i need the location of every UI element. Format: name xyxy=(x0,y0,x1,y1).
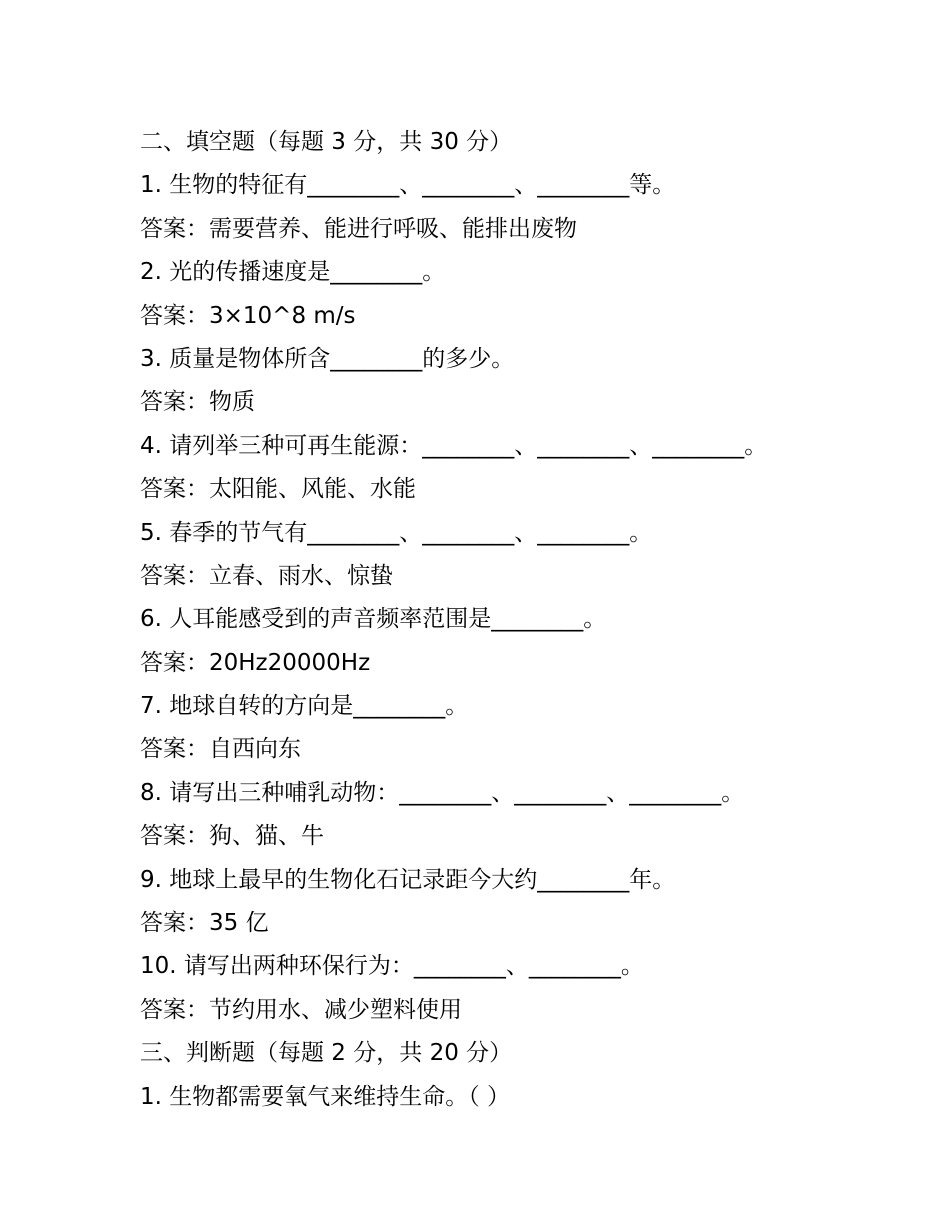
answer-10: 答案：节约用水、减少塑料使用 xyxy=(140,996,462,1023)
question-3: 3. 质量是物体所含________的多少。 xyxy=(140,345,515,372)
section-heading-fill-in-blank: 二、填空题（每题 3 分，共 30 分） xyxy=(140,129,513,155)
answer-3: 答案：物质 xyxy=(140,389,255,416)
answer-6: 答案：20Hz20000Hz xyxy=(140,649,371,676)
question-10: 10. 请写出两种环保行为：________、________。 xyxy=(140,953,644,980)
section-heading-true-false: 三、判断题（每题 2 分，共 20 分） xyxy=(140,1040,513,1067)
question-5: 5. 春季的节气有________、________、________。 xyxy=(140,519,653,546)
answer-7: 答案：自西向东 xyxy=(140,736,301,763)
answer-9: 答案：35 亿 xyxy=(140,910,269,937)
question-6: 6. 人耳能感受到的声音频率范围是________。 xyxy=(140,606,607,633)
answer-8: 答案：狗、猫、牛 xyxy=(140,823,324,850)
question-9: 9. 地球上最早的生物化石记录距今大约________年。 xyxy=(140,866,676,893)
question-4: 4. 请列举三种可再生能源：________、________、________。 xyxy=(140,432,768,459)
question-2: 2. 光的传播速度是________。 xyxy=(140,259,446,286)
answer-4: 答案：太阳能、风能、水能 xyxy=(140,476,416,503)
answer-1: 答案：需要营养、能进行呼吸、能排出废物 xyxy=(140,215,577,242)
answer-5: 答案：立春、雨水、惊蛰 xyxy=(140,562,393,589)
answer-2: 答案：3×10^8 m/s xyxy=(140,302,356,329)
question-1: 1. 生物的特征有________、________、________等。 xyxy=(140,172,676,199)
document-page xyxy=(140,121,920,1119)
question-8: 8. 请写出三种哺乳动物：________、________、________。 xyxy=(140,779,745,806)
question-7: 7. 地球自转的方向是________。 xyxy=(140,693,469,720)
tf-question-1: 1. 生物都需要氧气来维持生命。（ ） xyxy=(140,1083,511,1110)
